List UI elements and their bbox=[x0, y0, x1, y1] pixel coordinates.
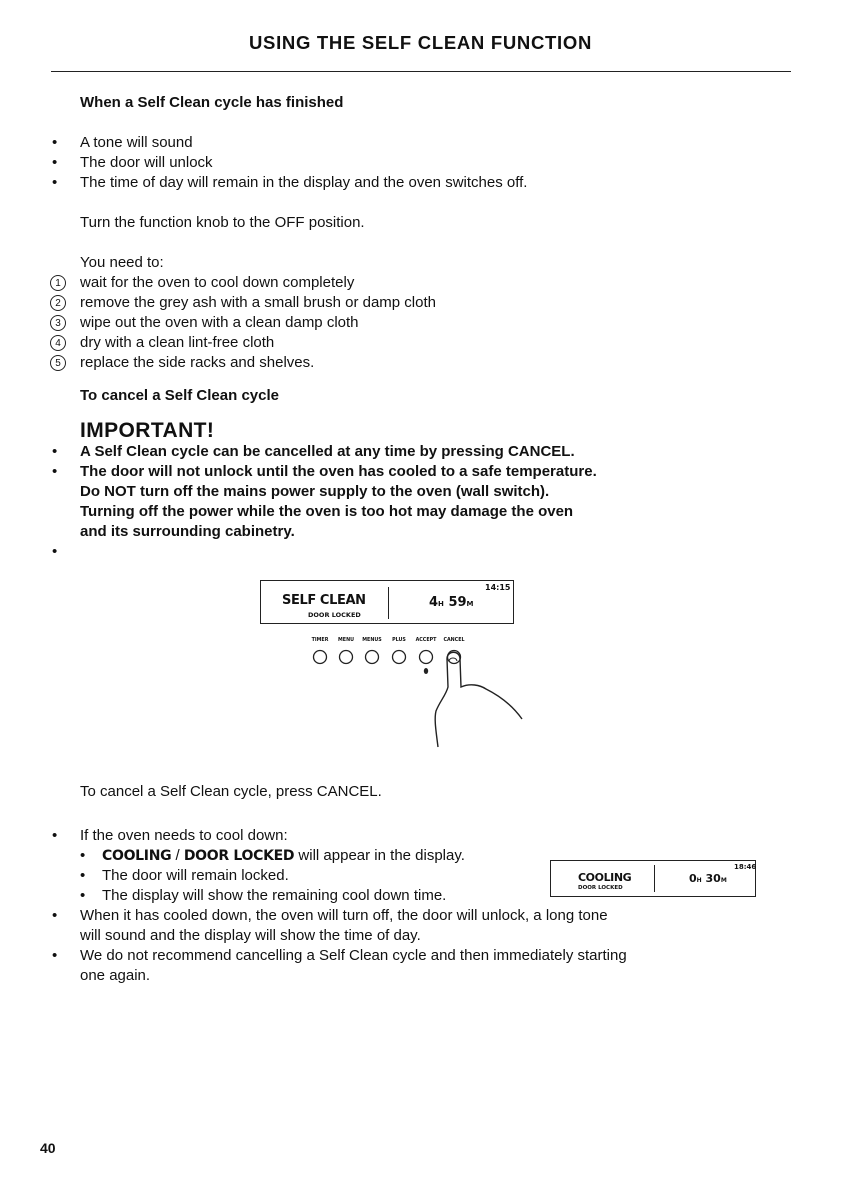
bullet-dot: • bbox=[52, 463, 58, 480]
list-item: The door will unlock bbox=[80, 154, 213, 171]
button-label-menu: MENU bbox=[338, 638, 354, 643]
timer-button bbox=[314, 651, 327, 664]
step-number: 4 bbox=[50, 335, 66, 351]
warning-line: and its surrounding cabinetry. bbox=[80, 523, 295, 540]
display-main-text: SELF CLEAN bbox=[282, 593, 366, 608]
minutes-value: 30 bbox=[705, 872, 721, 885]
menu-button bbox=[340, 651, 353, 664]
warning-line: A Self Clean cycle can be cancelled at any time by pressing CANCEL. bbox=[80, 443, 575, 460]
bullet-dot: • bbox=[52, 543, 58, 560]
press-cancel-instruction: To cancel a Self Clean cycle, press CANCEL. bbox=[80, 783, 382, 800]
door-locked-display-word: DOOR LOCKED bbox=[183, 848, 295, 864]
warning-line: The door will not unlock until the oven has cooled to a safe temperature. bbox=[80, 463, 597, 480]
instruction-text: Turn the function knob to the OFF position. bbox=[80, 214, 365, 231]
button-label-timer: TIMER bbox=[311, 638, 329, 643]
display-sub-text: DOOR LOCKED bbox=[308, 611, 361, 619]
step-number: 1 bbox=[50, 275, 66, 291]
display-clock: 14:15 bbox=[485, 583, 511, 592]
step-text: dry with a clean lint-free cloth bbox=[80, 334, 275, 351]
bullet-dot: • bbox=[52, 154, 58, 171]
bullet-dot: • bbox=[80, 847, 86, 864]
bullet-dot: • bbox=[52, 443, 58, 460]
cooldown-subitem: The display will show the remaining cool down time. bbox=[102, 887, 447, 904]
hours-unit: H bbox=[696, 877, 702, 884]
list-item: The time of day will remain in the display and the oven switches off. bbox=[80, 174, 528, 191]
bullet-dot: • bbox=[52, 827, 58, 844]
hours-value: 0 bbox=[689, 872, 697, 885]
cooldown-subitem bbox=[102, 846, 465, 866]
oven-display bbox=[260, 580, 514, 624]
section-heading-finished: When a Self Clean cycle has finished bbox=[80, 94, 344, 111]
page-number: 40 bbox=[40, 1140, 56, 1156]
minutes-unit: M bbox=[720, 877, 727, 884]
hours-value: 4 bbox=[429, 595, 439, 610]
bullet-dot: • bbox=[80, 867, 86, 884]
step-number: 2 bbox=[50, 295, 66, 311]
step-text: remove the grey ash with a small brush or damp cloth bbox=[80, 294, 436, 311]
menus-button bbox=[366, 651, 379, 664]
important-heading: IMPORTANT! bbox=[80, 419, 215, 442]
step-text: wait for the oven to cool down completely bbox=[80, 274, 355, 291]
cooling-display bbox=[550, 860, 756, 897]
bullet-dot: • bbox=[52, 907, 58, 924]
step-number: 5 bbox=[50, 355, 66, 371]
after-cooldown-text: When it has cooled down, the oven will turn off, the door will unlock, a long tone bbox=[80, 907, 608, 924]
bullet-dot: • bbox=[52, 947, 58, 964]
bullet-dot: • bbox=[80, 887, 86, 904]
display-divider bbox=[654, 865, 655, 892]
hand-outline bbox=[435, 659, 448, 747]
separator: / bbox=[171, 847, 184, 864]
section-heading-cancel: To cancel a Self Clean cycle bbox=[80, 387, 279, 404]
header-divider bbox=[51, 71, 791, 72]
minutes-unit: M bbox=[466, 600, 474, 608]
cooldown-subitem-rest: will appear in the display. bbox=[294, 847, 465, 864]
cooldown-subitem: The door will remain locked. bbox=[102, 867, 289, 884]
recommendation-text: one again. bbox=[80, 967, 151, 984]
page-title: USING THE SELF CLEAN FUNCTION bbox=[248, 32, 593, 53]
button-label-menus: MENUS bbox=[362, 638, 382, 643]
button-label-plus: PLUS bbox=[392, 638, 406, 643]
display-main-text: COOLING bbox=[578, 871, 632, 884]
button-label-accept: ACCEPT bbox=[415, 638, 437, 643]
button-label-cancel: CANCEL bbox=[443, 638, 465, 643]
cooling-display-word: COOLING bbox=[102, 848, 172, 864]
recommendation-text: We do not recommend cancelling a Self Clean cycle and then immediately starting bbox=[80, 947, 627, 964]
bullet-dot: • bbox=[52, 134, 58, 151]
warning-line: Do NOT turn off the mains power supply to the oven (wall switch). bbox=[80, 483, 550, 500]
display-sub-text: DOOR LOCKED bbox=[578, 885, 623, 891]
need-intro: You need to: bbox=[80, 254, 164, 271]
plus-button bbox=[393, 651, 406, 664]
after-cooldown-text: will sound and the display will show the time of day. bbox=[80, 927, 421, 944]
list-item: A tone will sound bbox=[80, 134, 193, 151]
minutes-value: 59 bbox=[448, 595, 467, 610]
step-number: 3 bbox=[50, 315, 66, 331]
hours-unit: H bbox=[438, 600, 444, 608]
display-time-remaining bbox=[689, 872, 727, 885]
display-time-remaining bbox=[429, 595, 474, 610]
step-text: replace the side racks and shelves. bbox=[80, 354, 315, 371]
display-divider bbox=[388, 587, 389, 619]
display-clock: 18:46 bbox=[734, 863, 757, 871]
accept-button bbox=[420, 651, 433, 664]
bullet-dot: • bbox=[52, 174, 58, 191]
indicator-light bbox=[424, 668, 428, 674]
warning-line: Turning off the power while the oven is too hot may damage the oven bbox=[80, 503, 574, 520]
control-buttons-illustration bbox=[300, 645, 540, 755]
fingernail bbox=[449, 658, 457, 661]
cooldown-intro: If the oven needs to cool down: bbox=[80, 827, 288, 844]
step-text: wipe out the oven with a clean damp cloth bbox=[80, 314, 359, 331]
